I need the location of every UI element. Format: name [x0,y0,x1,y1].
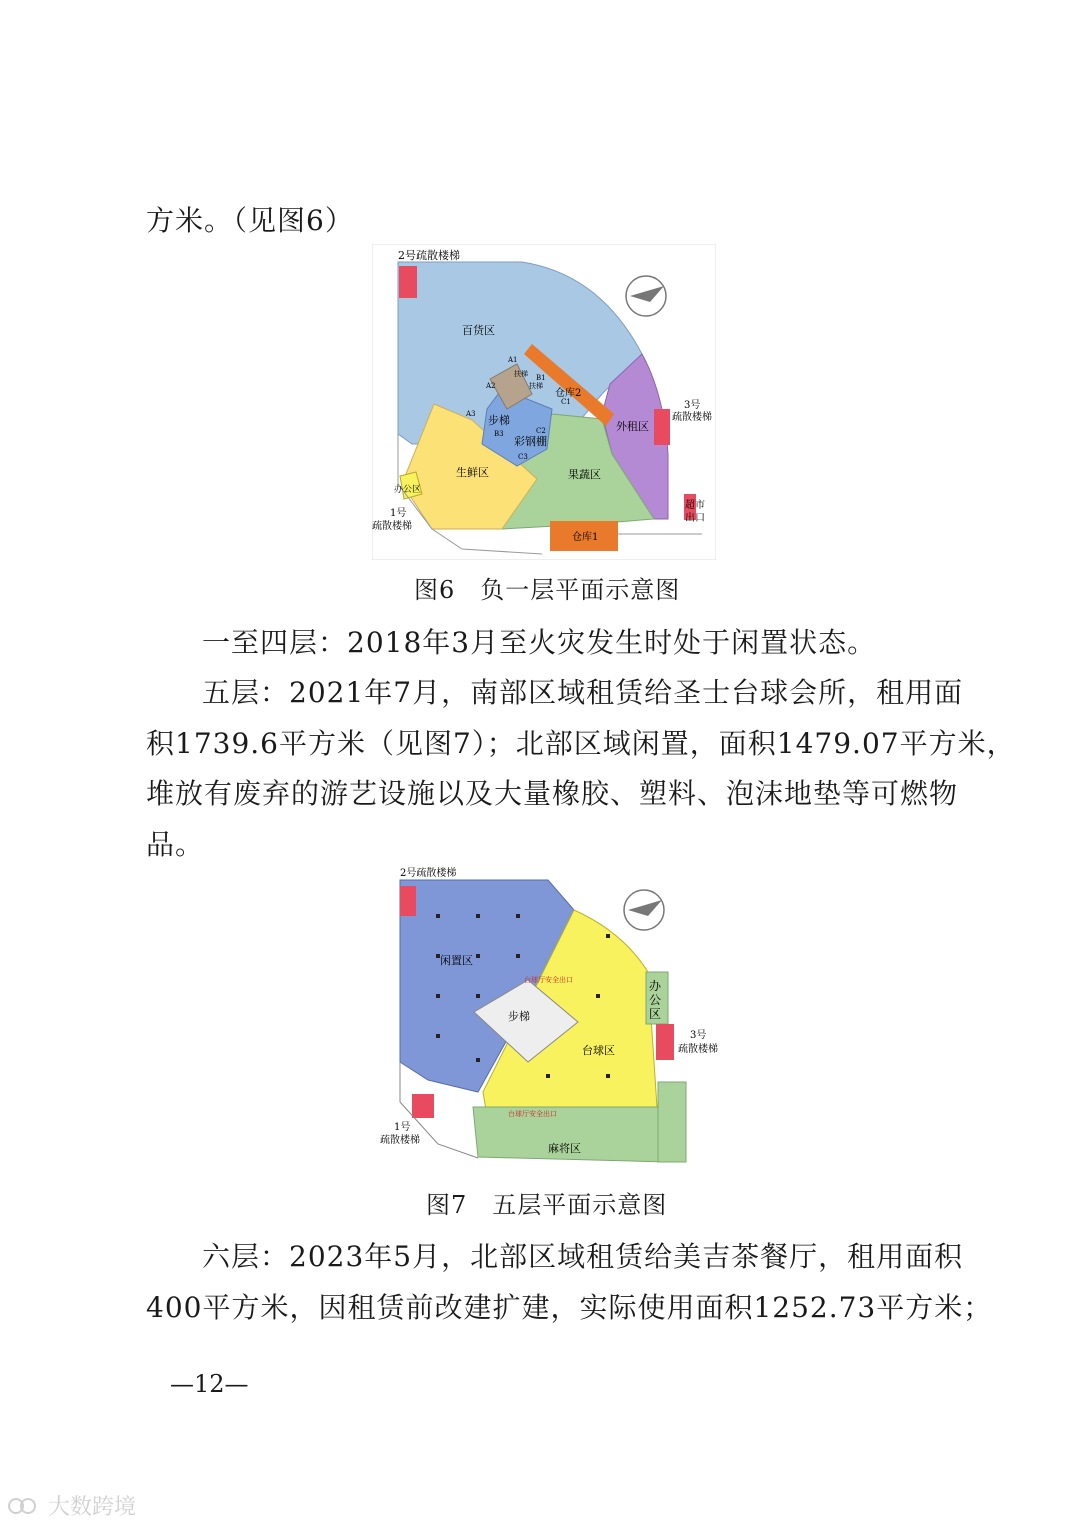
figure-7-floorplan [378,862,722,1172]
label: 闲置区 [440,954,473,967]
stair3-block [656,1024,674,1060]
label: 扶梯 [514,370,528,378]
paragraph-line: 五层：2021年7月，南部区域租赁给圣士台球会所，租用面 [202,676,964,709]
watermark-logo-icon [8,1495,44,1517]
label: 疏散楼梯 [672,412,712,423]
label: 外租区 [616,420,649,433]
label: 办 [649,979,662,993]
label: 步梯 [488,414,510,427]
label: 2号疏散楼梯 [398,249,460,262]
label: B1 [536,374,546,382]
figure-6-caption: 图6 负一层平面示意图 [414,576,681,604]
label: 疏散楼梯 [678,1044,718,1055]
label: 疏散楼梯 [380,1135,420,1146]
paragraph-line: 400平方米，因租赁前改建扩建，实际使用面积1252.73平方米； [146,1291,993,1324]
label: 步梯 [508,1010,530,1023]
label: 台球区 [582,1044,615,1057]
label: 仓库1 [572,532,599,543]
label: 生鲜区 [456,466,489,479]
paragraph-line: 方米。（见图6） [146,204,354,237]
paragraph-line: 品。 [146,828,205,861]
figure-6-floorplan [372,244,716,560]
label: C3 [518,453,528,461]
label: 区 [649,1007,662,1021]
label: 办公区 [394,485,422,495]
label: 台球厅安全出口 [524,976,573,984]
paragraph-line: 一至四层：2018年3月至火灾发生时处于闲置状态。 [202,626,877,659]
label: 3号 [684,400,701,411]
watermark [8,1490,136,1521]
label: 超市 [685,500,705,511]
label: C1 [561,398,571,406]
label: 果蔬区 [568,468,601,481]
label: 台球厅安全出口 [508,1110,557,1118]
label: 1号 [390,508,407,519]
label: 麻将区 [548,1142,581,1155]
label: C2 [536,427,546,435]
stair1-block [412,1094,434,1118]
stair2-block [399,266,417,298]
stair2-block [400,886,416,916]
label: 彩钢棚 [514,435,547,448]
label: A1 [508,356,518,364]
label: 疏散楼梯 [372,521,412,532]
paragraph-line: 积1739.6平方米（见图7）；北部区域闲置，面积1479.07平方米， [146,727,1016,760]
label: 百货区 [462,324,495,337]
label: B3 [494,430,504,438]
paragraph-line: 堆放有废弃的游艺设施以及大量橡胶、塑料、泡沫地垫等可燃物 [146,777,959,810]
label: 1号 [394,1122,411,1133]
label: 出口 [685,513,705,524]
stair3-block [654,409,670,445]
watermark-text: 大数跨境 [48,1495,137,1520]
figure-7-caption: 图7 五层平面示意图 [426,1191,668,1219]
label: 扶梯 [529,382,543,390]
label: 2号疏散楼梯 [400,868,457,879]
label: A3 [466,410,476,418]
label: 仓库2 [555,388,582,399]
page-number: —12— [170,1370,249,1398]
label: 公 [649,993,662,1007]
label: 3号 [690,1030,707,1041]
label: A2 [486,382,496,390]
paragraph-line: 六层：2023年5月，北部区域租赁给美吉茶餐厅，租用面积 [202,1240,964,1273]
